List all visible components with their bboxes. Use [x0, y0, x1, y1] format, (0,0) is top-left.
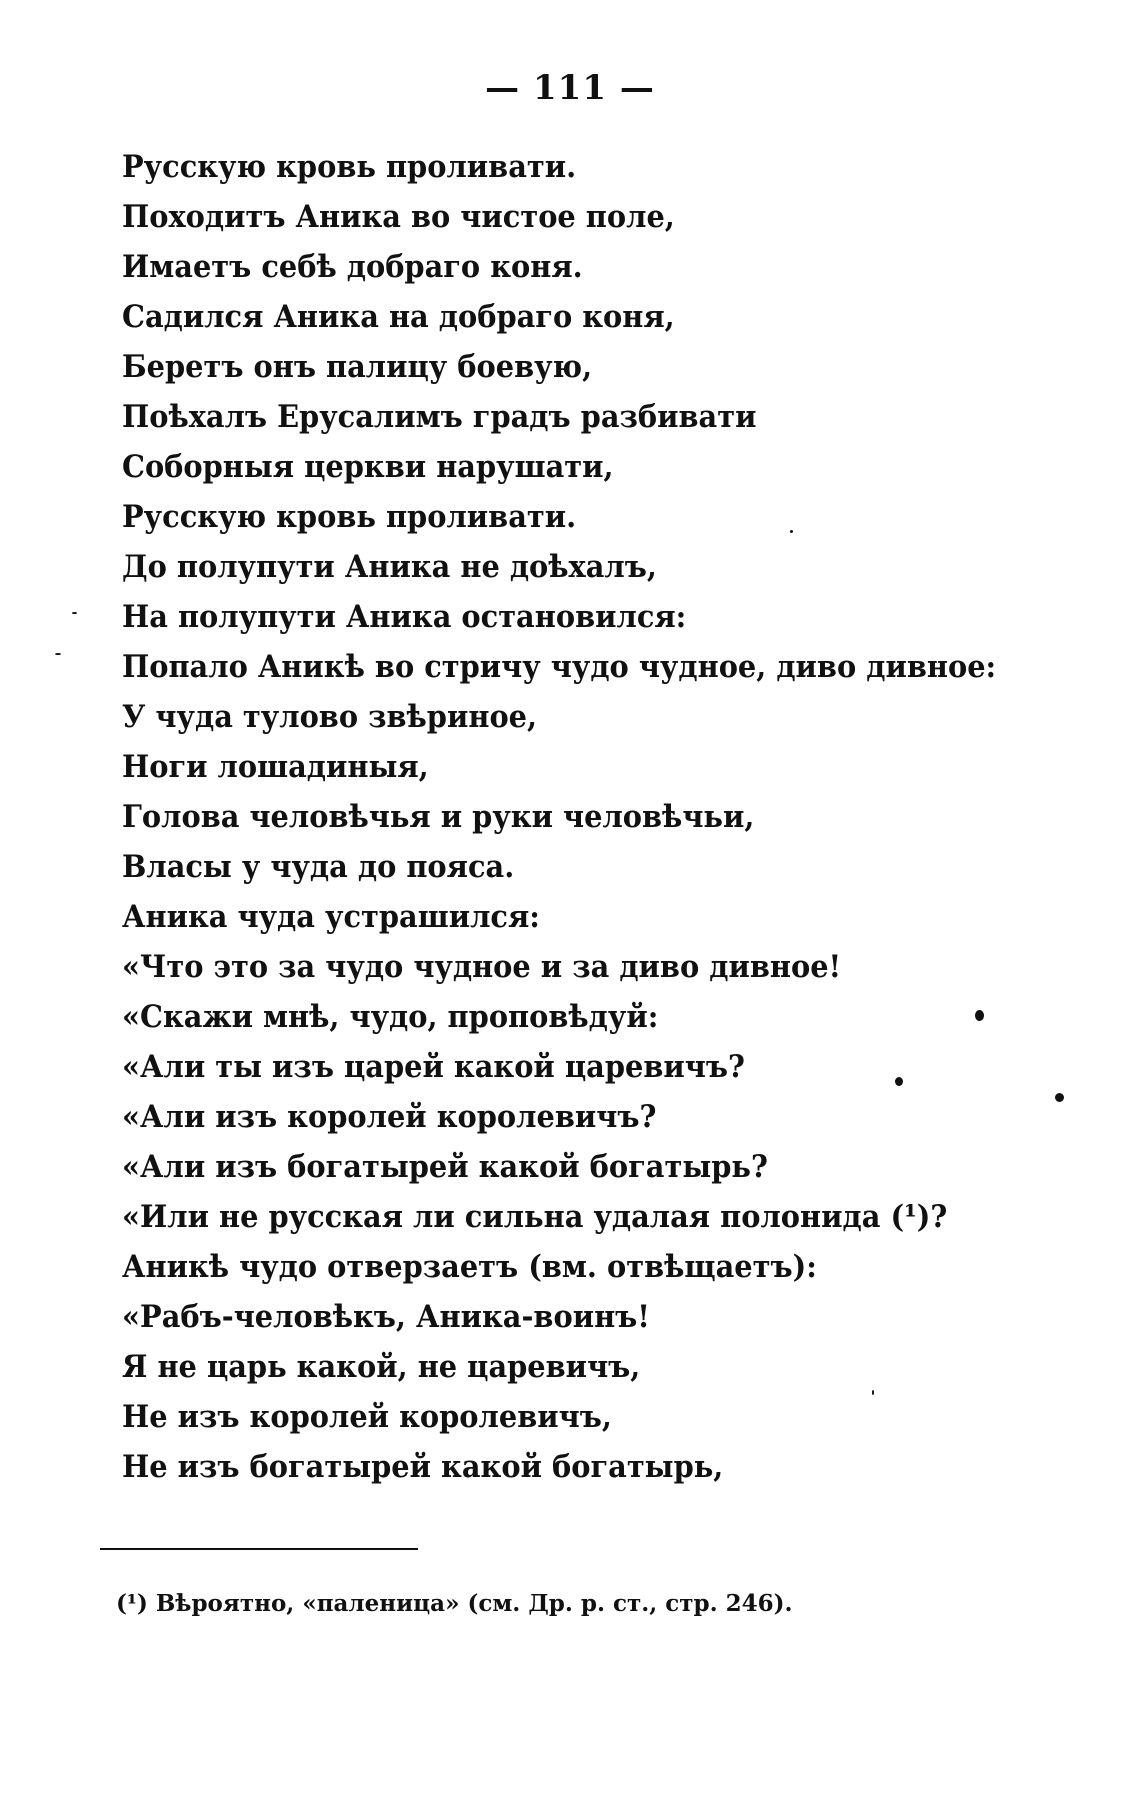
verse-line: «Или не русская ли сильна удалая полонида (¹)? [122, 1199, 948, 1235]
verse-line: Власы у чуда до пояса. [122, 849, 515, 885]
verse-line: «Али ты изъ царей какой царевичъ? [122, 1049, 745, 1085]
ink-speck [872, 1390, 874, 1395]
verse-line: Соборныя церкви нарушати, [122, 449, 614, 485]
verse-text [122, 142, 1022, 1492]
verse-line: На полупути Аника остановился: [122, 599, 687, 635]
ink-speck [895, 1077, 903, 1086]
verse-line: Аникѣ чудо отверзаетъ (вм. отвѣщаетъ): [122, 1249, 817, 1285]
verse-line: Аника чуда устрашился: [122, 899, 540, 935]
footnote-divider [100, 1548, 418, 1550]
verse-line: «Али изъ королей королевичъ? [122, 1099, 657, 1135]
verse-line: Садился Аника на добраго коня, [122, 299, 675, 335]
verse-line: Не изъ богатырей какой богатырь, [122, 1449, 724, 1485]
verse-line: Не изъ королей королевичъ, [122, 1399, 612, 1435]
verse-line: «Что это за чудо чудное и за диво дивное! [122, 949, 842, 985]
verse-line: Походитъ Аника во чистое поле, [122, 199, 675, 235]
verse-line: Русскую кровь проливати. [122, 149, 577, 185]
ink-speck [72, 612, 77, 614]
verse-line: Поѣхалъ Ерусалимъ градъ разбивати [122, 399, 757, 435]
verse-line: «Скажи мнѣ, чудо, проповѣдуй: [122, 999, 659, 1035]
verse-line: «Али изъ богатырей какой богатырь? [122, 1149, 768, 1185]
footnote: (¹) Вѣроятно, «паленица» (см. Др. р. ст., стр. 246). [116, 1590, 793, 1617]
verse-line: У чуда тулово звѣриное, [122, 699, 538, 735]
verse-line: Попало Аникѣ во стричу чудо чудное, диво дивное: [122, 649, 997, 685]
verse-line: Беретъ онъ палицу боевую, [122, 349, 593, 385]
ink-speck [975, 1010, 984, 1021]
page-number: — 111 — [485, 68, 655, 108]
verse-line: Русскую кровь проливати. [122, 499, 577, 535]
ink-speck [1055, 1093, 1064, 1102]
verse-line: Имаетъ себѣ добраго коня. [122, 249, 583, 285]
ink-speck [790, 530, 793, 533]
verse-line: Ноги лошадиныя, [122, 749, 429, 785]
verse-line: До полупути Аника не доѣхалъ, [122, 549, 657, 585]
verse-line: «Рабъ-человѣкъ, Аника-воинъ! [122, 1299, 650, 1335]
verse-line: Я не царь какой, не царевичъ, [122, 1349, 641, 1385]
verse-line: Голова человѣчья и руки человѣчьи, [122, 799, 755, 835]
ink-speck [55, 653, 61, 655]
